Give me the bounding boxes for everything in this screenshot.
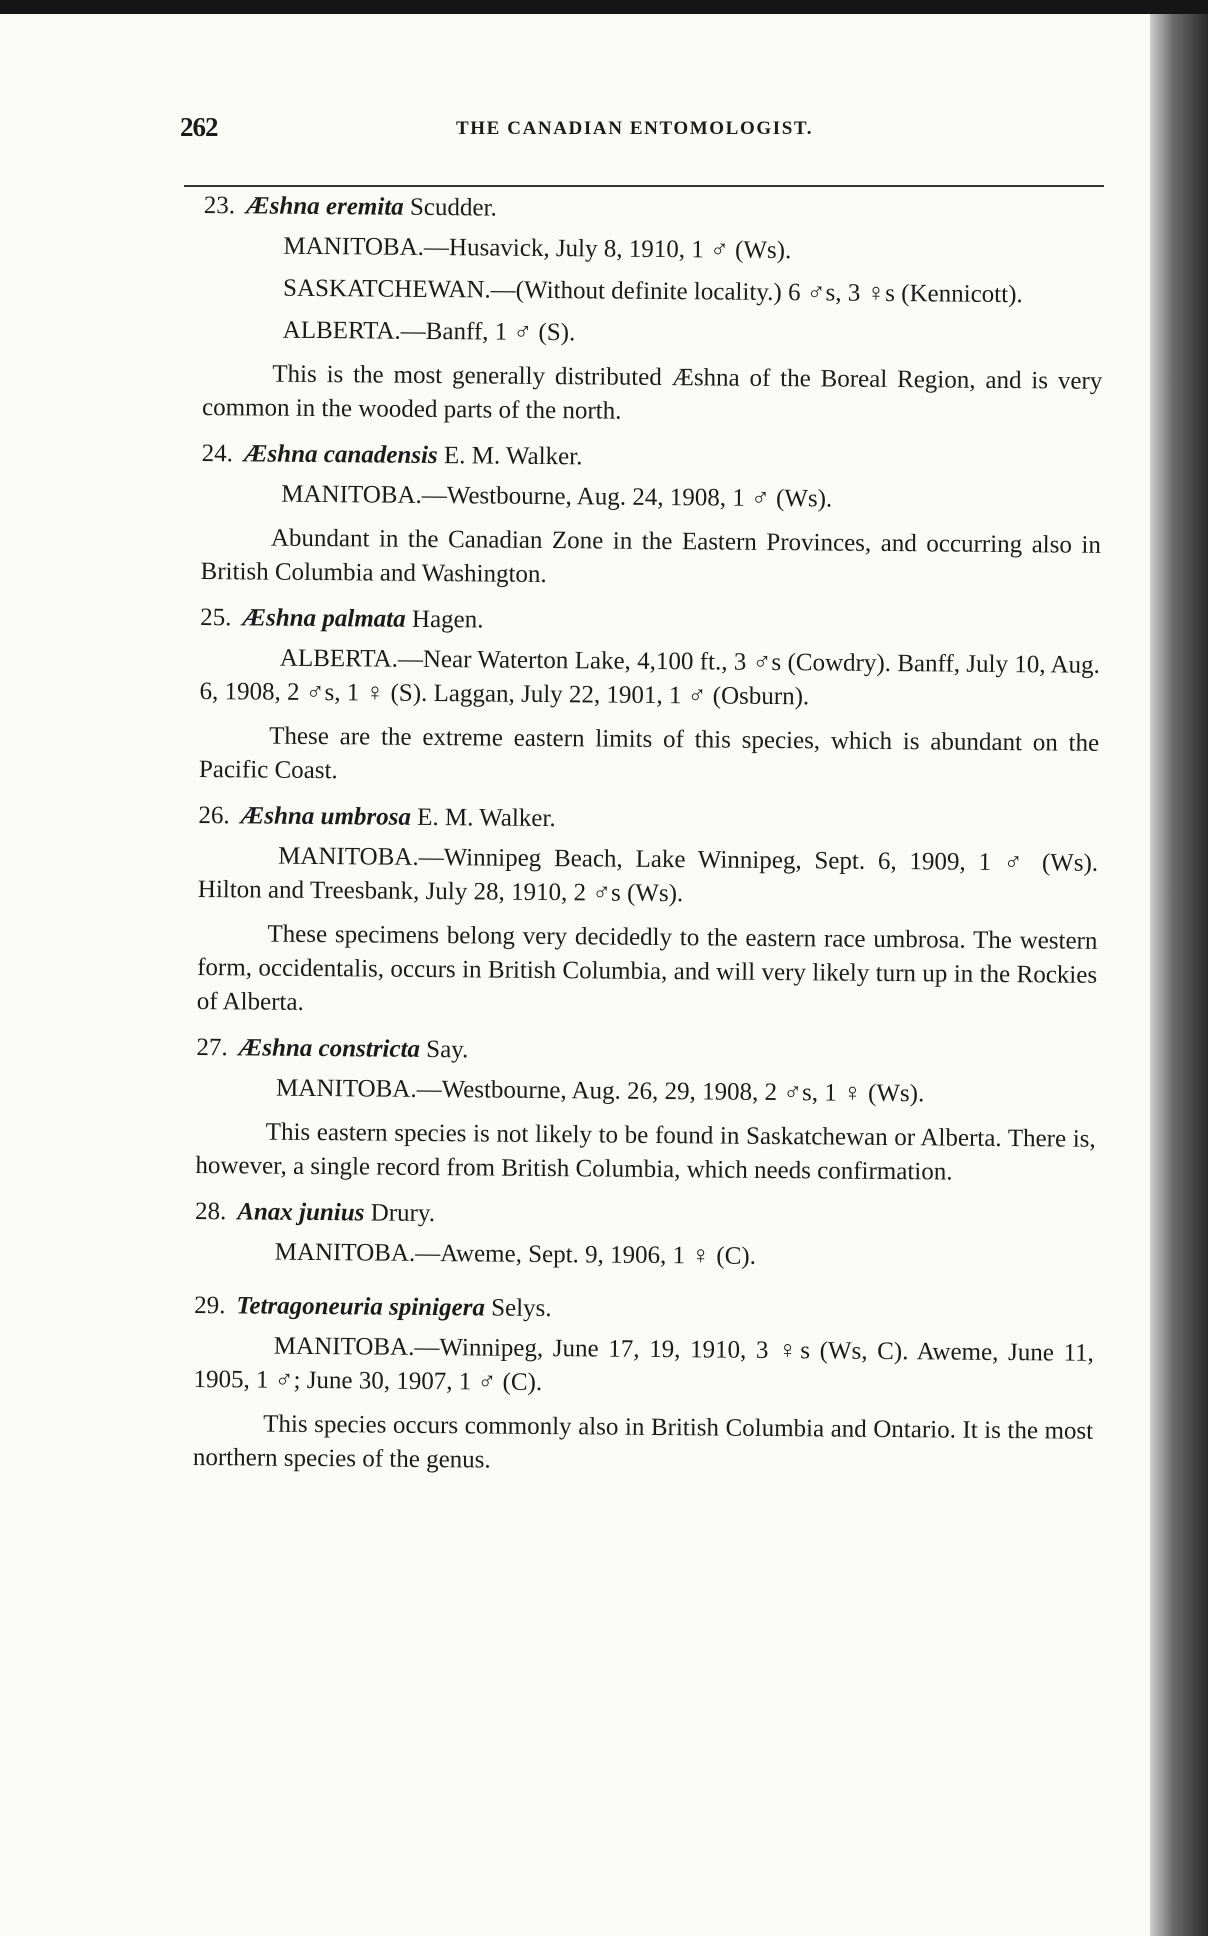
entry-heading xyxy=(202,437,1102,479)
entry-note: These specimens belong very decidedly to the eastern race umbrosa. The western form, occidentalis, occurs in British Columbia, and will very likely turn up in the Rockies of Alberta. xyxy=(196,920,1098,1016)
species-author: Scudder. xyxy=(409,193,497,222)
entry-note: This is the most generally distributed Æshna of the Boreal Region, and is very common in the wooded parts of the north. xyxy=(201,360,1103,425)
species-name: Æshna umbrosa xyxy=(240,802,412,831)
entry-note: This species occurs commonly also in British Columbia and Ontario. It is the most northern species of the genus. xyxy=(192,1410,1094,1474)
species-name: Æshna palmata xyxy=(242,604,406,633)
species-name: Æshna canadensis xyxy=(243,440,438,470)
species-author: E. M. Walker. xyxy=(443,442,583,471)
entry-heading xyxy=(195,1195,1095,1237)
record-line: MANITOBA.—Westbourne, Aug. 26, 29, 1908, 2 ♂s, 1 ♀ (Ws). xyxy=(276,1074,925,1108)
species-author: Drury. xyxy=(370,1199,436,1228)
entry-note: This eastern species is not likely to be found in Saskatchewan or Alberta. There is, however, a single record from British Columbia, which needs confirmation. xyxy=(195,1118,1096,1186)
page-body xyxy=(193,185,1104,1495)
species-author: E. M. Walker. xyxy=(417,803,556,833)
page-number: 262 xyxy=(180,112,218,142)
entry-heading xyxy=(196,1031,1096,1073)
record-line: SASKATCHEWAN.—(Without definite locality.) 6 ♂s, 3 ♀s (Kennicott). xyxy=(282,274,1023,309)
species-name: Æshna eremita xyxy=(245,192,404,221)
entry-heading xyxy=(200,601,1100,643)
species-entry-29 xyxy=(193,1289,1095,1483)
record-line: MANITOBA.—Husavick, July 8, 1910, 1 ♂ (Ws). xyxy=(283,232,792,265)
species-entry-24 xyxy=(200,437,1101,597)
record-line: MANITOBA.—Winnipeg Beach, Lake Winnipeg, Sept. 6, 1909, 1 ♂ (Ws). Hilton and Treesbank, July 28, 1910, 2 ♂s (Ws). xyxy=(197,842,1099,908)
entry-heading xyxy=(194,1289,1094,1331)
page-edge-shadow xyxy=(1150,0,1208,1936)
species-author: Selys. xyxy=(491,1294,552,1323)
species-name: Anax junius xyxy=(237,1198,365,1227)
record-line: MANITOBA.—Westbourne, Aug. 24, 1908, 1 ♂ (Ws). xyxy=(281,480,833,513)
species-name: Æshna constricta xyxy=(238,1034,421,1063)
record-line: ALBERTA.—Near Waterton Lake, 4,100 ft., 3 ♂s (Cowdry). Banff, July 10, Aug. 6, 1908, 2 ♂s, 1 ♀ (S). Laggan, July 22, 1901, 1 ♂ (Osburn). xyxy=(199,644,1100,711)
entry-number: 25. xyxy=(200,603,232,632)
species-name: Tetragoneuria spinigera xyxy=(236,1292,486,1322)
entry-heading xyxy=(198,799,1098,841)
page-header xyxy=(180,108,1110,148)
species-author: Hagen. xyxy=(411,605,484,634)
record-line: ALBERTA.—Banff, 1 ♂ (S). xyxy=(282,316,576,347)
species-entry-25 xyxy=(199,601,1101,795)
entry-number: 26. xyxy=(198,801,230,830)
entry-number: 24. xyxy=(201,439,234,468)
species-entry-26 xyxy=(197,799,1099,1027)
entry-note: These are the extreme eastern limits of this species, which is abundant on the Pacific Coast. xyxy=(198,722,1100,785)
record-line: MANITOBA.—Winnipeg, June 17, 19, 1910, 3 ♀s (Ws, C). Aweme, June 11, 1905, 1 ♂; June 30, 1907, 1 ♂ (C). xyxy=(193,1332,1094,1396)
entry-note: Abundant in the Canadian Zone in the Eastern Provinces, and occurring also in British Columbia and Washington. xyxy=(200,524,1102,589)
species-entry-23 xyxy=(202,189,1104,433)
species-entry-27 xyxy=(195,1031,1096,1191)
running-title: THE CANADIAN ENTOMOLOGIST. xyxy=(456,118,814,139)
scan-top-border xyxy=(0,0,1208,14)
entry-heading xyxy=(204,189,1104,231)
entry-number: 23. xyxy=(203,191,236,220)
entry-number: 27. xyxy=(196,1033,228,1062)
species-entry-28 xyxy=(194,1195,1095,1293)
species-author: Say. xyxy=(426,1035,469,1064)
record-line: MANITOBA.—Aweme, Sept. 9, 1906, 1 ♀ (C). xyxy=(274,1238,757,1270)
entry-number: 28. xyxy=(194,1197,227,1226)
entry-number: 29. xyxy=(194,1291,226,1320)
